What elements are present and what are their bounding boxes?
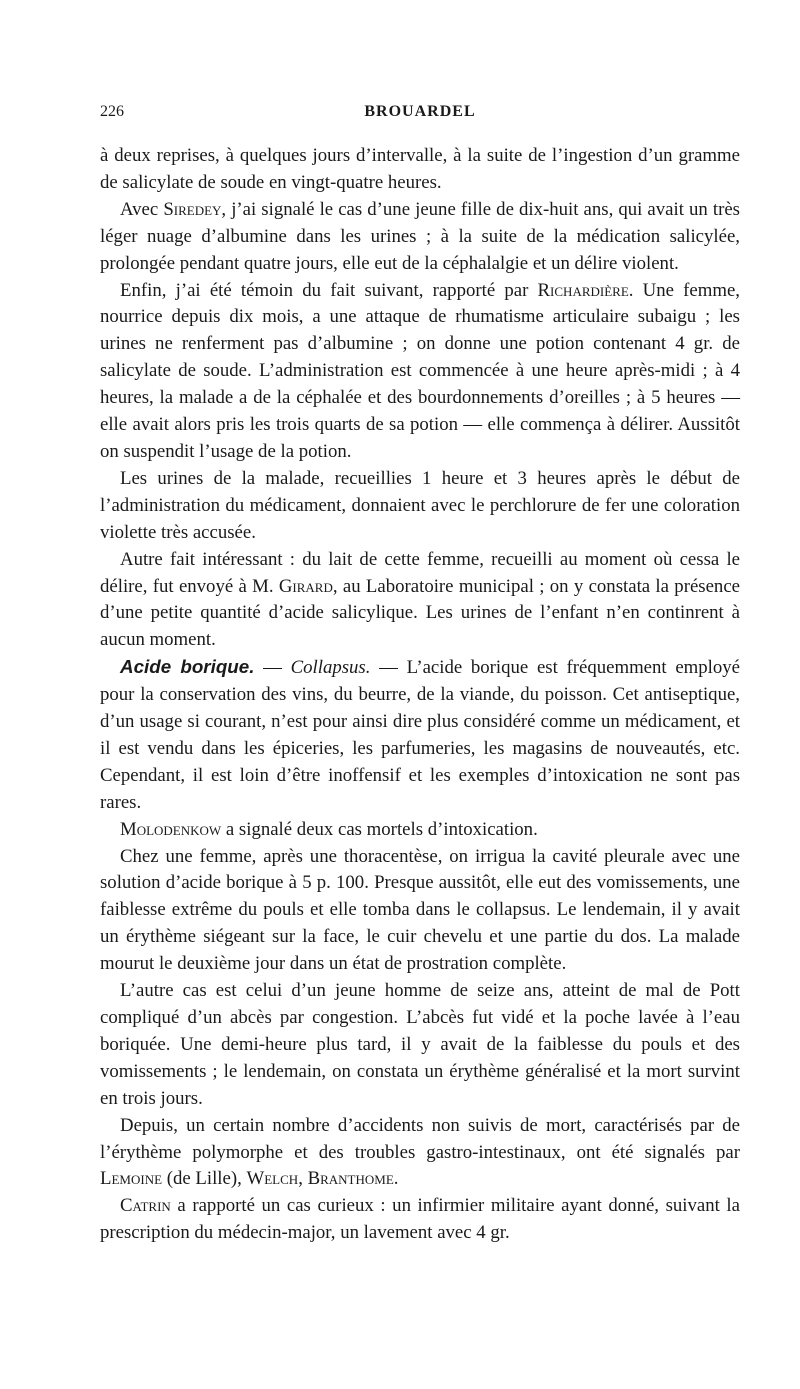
text-run: . Une femme, nourrice depuis dix mois, a une attaque de rhumatisme articulaire subaigu ; les urines ne renferment pas d’albumine ; on donne une potion contenant 4 gr. de salicylate de soude. L’administration est commencée à une heure après-midi ; à 4 heures, la malade a de la céphalée et des bourdonnements d’oreilles ; à 5 heures — elle avait alors pris les trois quarts de sa potion — elle commença à délirer. Aussitôt on suspendit l’usage de la potion. <box>100 279 740 462</box>
paragraph-9: L’autre cas est celui d’un jeune homme de seize ans, atteint de mal de Pott compliqué d’un abcès par congestion. L’abcès fut vidé et la poche lavée à l’eau boriquée. Une demi-heure plus tard, il y avait de la faiblesse du pouls et des vomissements ; le lendemain, on constata un érythème généralisé et la mort survint en trois jours. <box>100 980 740 1109</box>
text-run: Autre fait intéressant : du lait de cette femme, recueilli au moment où cessa le délire, fut envoyé à M. <box>100 548 740 597</box>
author-name: Girard <box>278 575 333 597</box>
paragraph-8: Chez une femme, après une thoracentèse, on irrigua la cavité pleurale avec une solution d’acide borique à 5 p. 100. Presque aussitôt, elle eut des vomissements, une faiblesse extrême du pouls et elle tomba dans le collapsus. Le lendemain, il y avait un érythème siégeant sur la face, le cuir chevelu et une partie du dos. La malade mourut le deuxième jour dans un état de prostration complète. <box>100 845 740 975</box>
text-run: — L’acide borique est fréquemment employé pour la conservation des vins, du beurre, de la viande, du poisson. Cet antiseptique, d’un usage si courant, n’est pour ainsi dire plus considéré comme un médicament, et il est vendu dans les épiceries, les parfumeries, les magasins de nouveautés, etc. Cependant, il est loin d’être inoffensif et les exemples d’intoxication ne sont pas rares. <box>100 657 740 813</box>
page-number: 226 <box>100 103 124 120</box>
page-header <box>100 103 740 127</box>
text-run: Avec <box>120 198 164 220</box>
text-run: , <box>298 1168 308 1190</box>
section-title: Acide borique. <box>120 656 255 678</box>
text-run: — <box>254 657 291 679</box>
text-run: a signalé deux cas mortels d’intoxication. <box>221 818 538 840</box>
paragraph-10 <box>100 1113 740 1194</box>
paragraph-6 <box>100 654 740 816</box>
text-run: Enfin, j’ai été témoin du fait suivant, rapporté par <box>120 279 538 301</box>
paragraph-7 <box>100 817 740 844</box>
body-text <box>100 143 740 1247</box>
text-run: , au Laboratoire municipal ; on y constata la présence d’une petite quantité d’acide salicylique. Les urines de l’enfant n’en continrent à aucun moment. <box>100 575 740 651</box>
author-name: Welch <box>246 1168 299 1190</box>
paragraph-3 <box>100 278 740 466</box>
text-run: Depuis, un certain nombre d’accidents non suivis de mort, caractérisés par de l’érythème polymorphe et des troubles gastro-intestinaux, ont été signalés par <box>100 1114 740 1163</box>
paragraph-11 <box>100 1193 740 1247</box>
paragraph-4: Les urines de la malade, recueillies 1 heure et 3 heures après le début de l’administration du médicament, donnaient avec le perchlorure de fer une coloration violette très accusée. <box>100 467 740 543</box>
author-name: Siredey <box>163 198 222 220</box>
section-subtitle: Collapsus. <box>290 657 371 679</box>
author-name: Lemoine <box>100 1168 163 1190</box>
paragraph-2 <box>100 197 740 278</box>
text-run: (de Lille), <box>162 1168 247 1190</box>
author-name: Branthome <box>307 1168 394 1190</box>
text-run: , j’ai signalé le cas d’une jeune fille de dix-huit ans, qui avait un très léger nuage d’albumine dans les urines ; à la suite de la médication salicylée, prolongée pendant quatre jours, elle eut de la céphalalgie et un délire violent. <box>100 198 740 274</box>
text-run: . <box>393 1168 399 1190</box>
author-name: Molodenkow <box>120 818 222 840</box>
paragraph-1: à deux reprises, à quelques jours d’intervalle, à la suite de l’ingestion d’un gramme de salicylate de soude en vingt-quatre heures. <box>100 145 740 193</box>
running-head: BROUARDEL <box>364 103 476 120</box>
paragraph-5 <box>100 547 740 655</box>
text-run: a rapporté un cas curieux : un infirmier militaire ayant donné, suivant la prescription du médecin-major, un lavement avec 4 gr. <box>100 1195 740 1244</box>
author-name: Richardière <box>537 279 629 301</box>
author-name: Catrin <box>120 1195 171 1217</box>
